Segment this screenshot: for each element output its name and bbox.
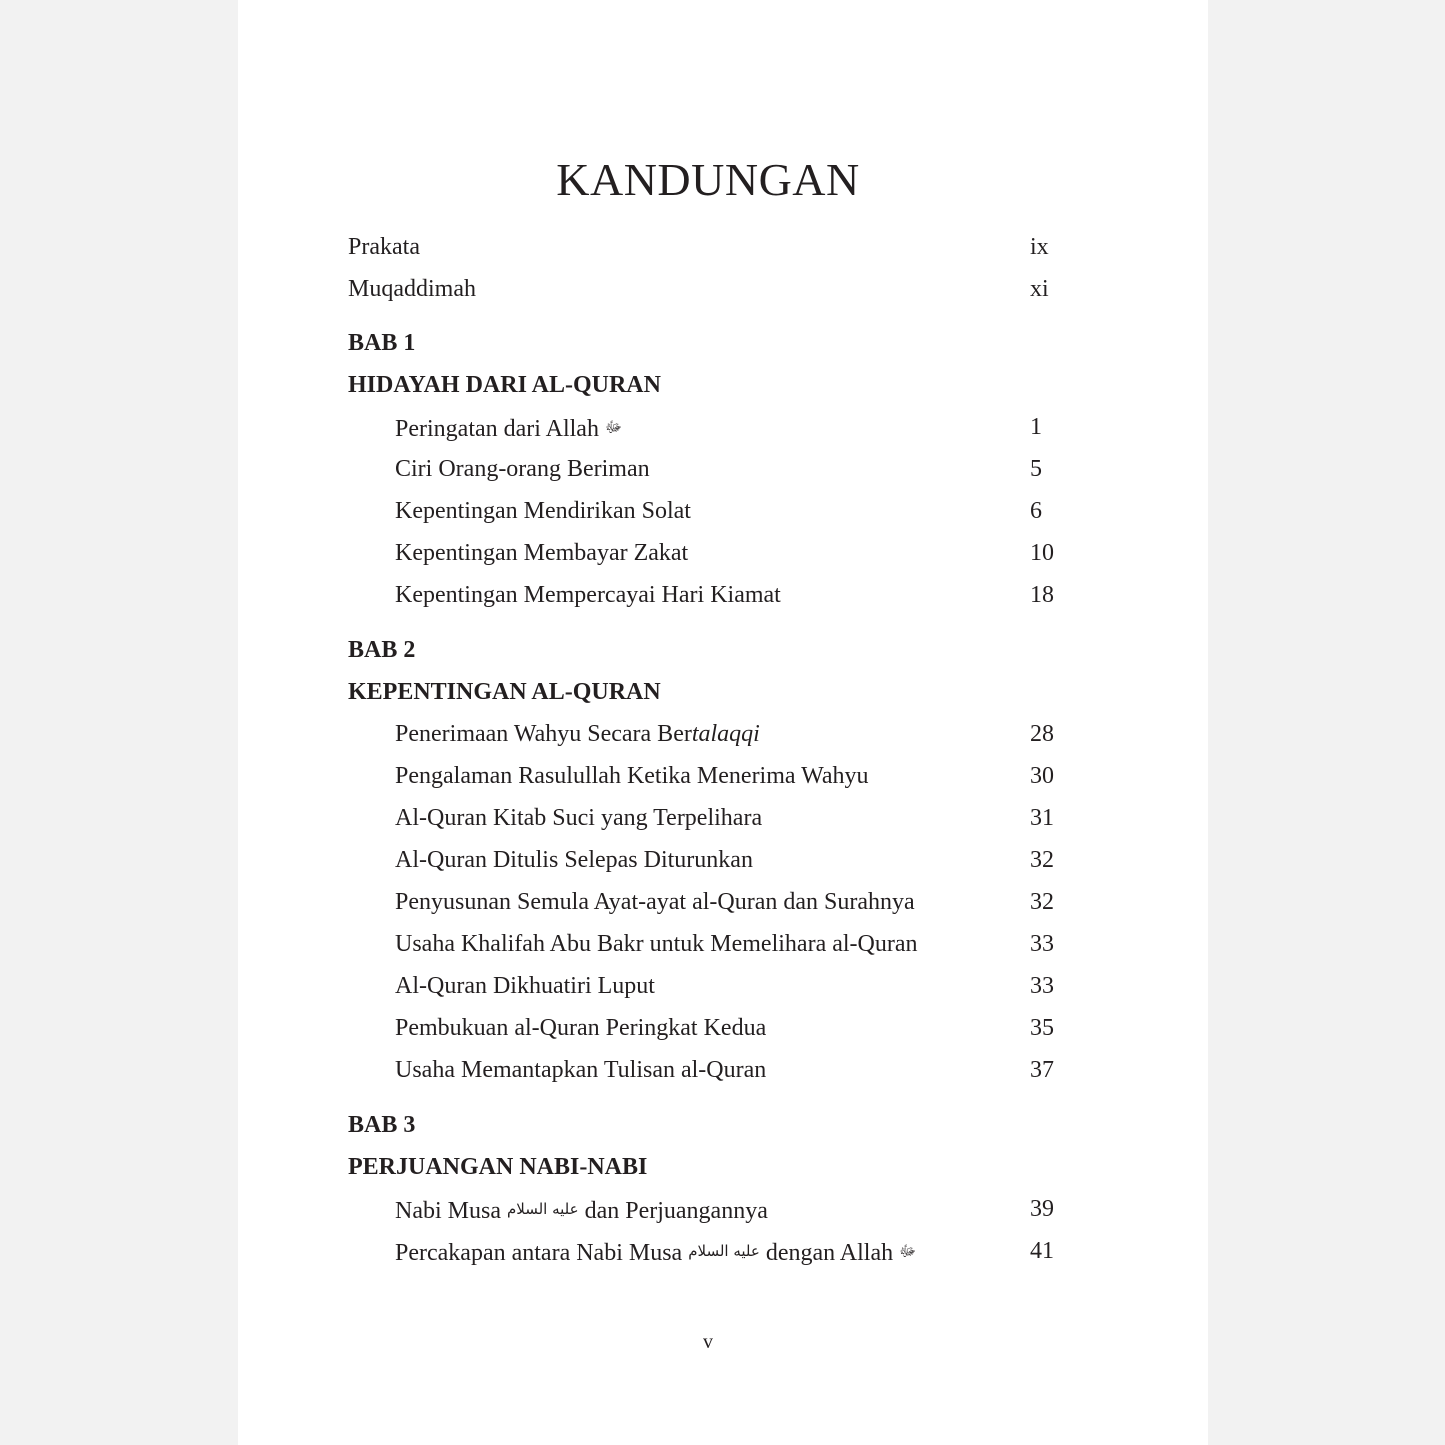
- document-page: [238, 0, 1208, 1445]
- toc-entry-title: Usaha Memantapkan Tulisan al-Quran: [395, 1057, 767, 1083]
- toc-entry-page: 32: [1030, 889, 1054, 915]
- chapter-label: BAB 1: [348, 330, 416, 356]
- toc-entry-title: Usaha Khalifah Abu Bakr untuk Memelihara al-Quran: [395, 931, 918, 957]
- toc-entry-title: Al-Quran Kitab Suci yang Terpelihara: [395, 805, 763, 831]
- chapter-name: PERJUANGAN NABI-NABI: [348, 1154, 648, 1180]
- toc-entry-title: Al-Quran Ditulis Selepas Diturunkan: [395, 847, 753, 873]
- honorific-glyph: ﷻ: [899, 1242, 917, 1260]
- toc-entry-page: 10: [1030, 540, 1054, 566]
- honorific-glyph: ﷻ: [604, 418, 622, 436]
- toc-entry-title: Peringatan dari Allah: [395, 416, 599, 442]
- toc-entry-title: Nabi Musa: [395, 1198, 501, 1224]
- toc-entry-page: 28: [1030, 721, 1054, 747]
- toc-entry-title-rest: dan Perjuangannya: [584, 1198, 768, 1224]
- toc-entry-title: Al-Quran Dikhuatiri Luput: [395, 973, 655, 999]
- page-number: v: [703, 1331, 713, 1353]
- toc-entry-page: ix: [1030, 234, 1049, 260]
- page-title: KANDUNGAN: [556, 154, 860, 205]
- toc-entry-page: 32: [1030, 847, 1054, 873]
- toc-entry-page: 37: [1030, 1057, 1054, 1083]
- toc-entry-title: Kepentingan Mempercayai Hari Kiamat: [395, 582, 781, 608]
- toc-entry-title: Percakapan antara Nabi Musa: [395, 1240, 683, 1266]
- toc-entry-title: Penyusunan Semula Ayat-ayat al-Quran dan Surahnya: [395, 889, 915, 915]
- toc-entry-page: 33: [1030, 973, 1054, 999]
- chapter-name: KEPENTINGAN AL-QURAN: [348, 679, 661, 705]
- toc-entry-title: Muqaddimah: [348, 276, 476, 302]
- toc-entry-page: 30: [1030, 763, 1054, 789]
- chapter-name: HIDAYAH DARI AL-QURAN: [348, 372, 661, 398]
- toc-entry-title: Kepentingan Membayar Zakat: [395, 540, 689, 566]
- toc-entry-title: Pembukuan al-Quran Peringkat Kedua: [395, 1015, 767, 1041]
- toc-entry-title-rest: dengan Allah: [765, 1240, 894, 1266]
- toc-entry-page: 18: [1030, 582, 1054, 608]
- honorific-glyph: عليه السلام: [506, 1200, 579, 1218]
- toc-entry-title: Kepentingan Mendirikan Solat: [395, 498, 691, 524]
- toc-entry-page: 1: [1030, 414, 1042, 440]
- honorific-glyph: عليه السلام: [688, 1242, 760, 1260]
- toc-entry-title: Prakata: [348, 234, 420, 260]
- toc-entry-title: Pengalaman Rasulullah Ketika Menerima Wahyu: [395, 763, 869, 789]
- toc-entry-page: 41: [1030, 1238, 1054, 1264]
- toc-entry-page: 31: [1030, 805, 1054, 831]
- toc-entry-page: 35: [1030, 1015, 1054, 1041]
- toc-entry-title: Ciri Orang-orang Beriman: [395, 456, 650, 482]
- toc-entry-title: Penerimaan Wahyu Secara Ber: [395, 721, 692, 747]
- toc-entry-page: 6: [1030, 498, 1042, 524]
- toc-entry-italic: talaqqi: [691, 721, 760, 747]
- chapter-label: BAB 2: [348, 637, 416, 663]
- toc-entry-page: 39: [1030, 1196, 1054, 1222]
- toc-entry-page: xi: [1030, 276, 1049, 302]
- chapter-label: BAB 3: [348, 1112, 416, 1138]
- toc-entry-page: 33: [1030, 931, 1054, 957]
- toc-entry-page: 5: [1030, 456, 1042, 482]
